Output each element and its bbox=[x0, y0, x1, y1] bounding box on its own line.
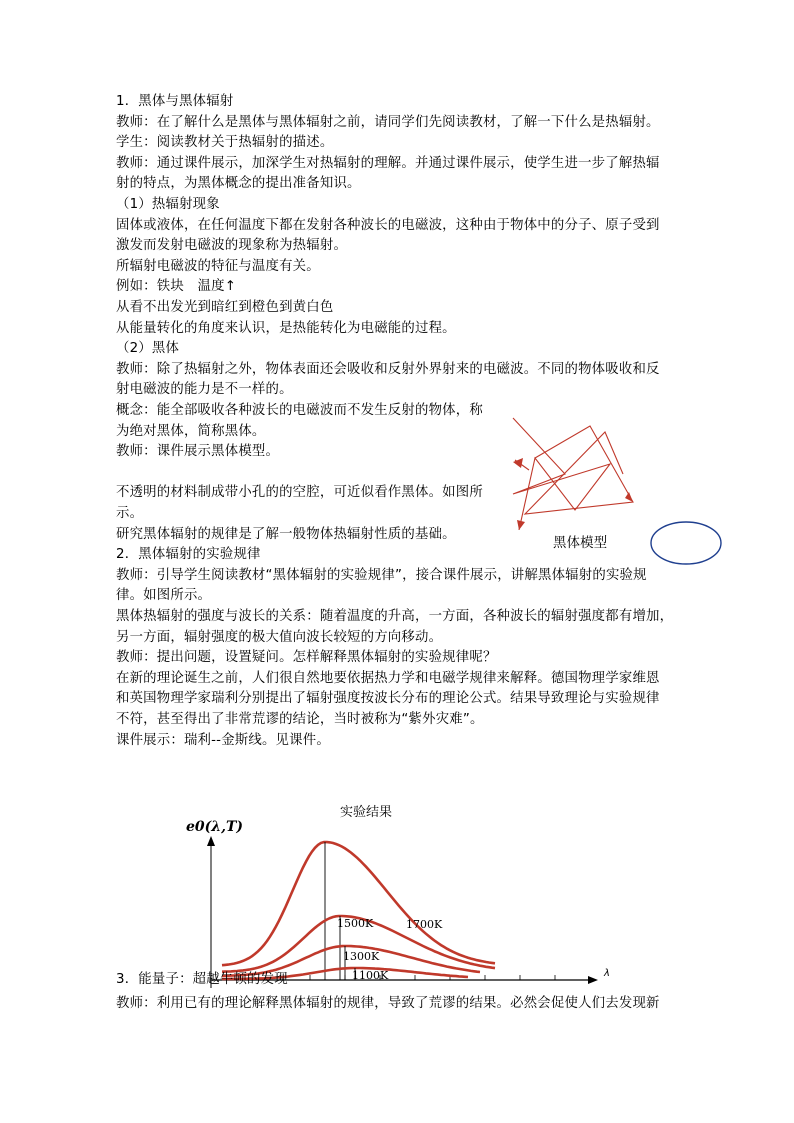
arrow-head-1 bbox=[513, 458, 523, 468]
text-line: 学生：阅读教材关于热辐射的描述。 bbox=[116, 135, 334, 151]
y-axis-label: e0(λ,T) bbox=[186, 819, 244, 835]
text-line: 课件展示：瑞利--金斯线。见课件。 bbox=[116, 732, 330, 748]
reflection-rays bbox=[513, 418, 633, 530]
text-line: 不透明的材料制成带小孔的的空腔，可近似看作黑体。如图所 bbox=[116, 485, 483, 501]
text-line: 教师：在了解什么是黑体与黑体辐射之前，请同学们先阅读教材，了解一下什么是热辐射。 bbox=[116, 114, 660, 130]
arrow-heads bbox=[513, 458, 633, 530]
text-line: 教师：通过课件展示，加深学生对热辐射的理解。并通过课件展示，使学生进一步了解热辐 bbox=[116, 155, 660, 171]
text-line: 从能量转化的角度来认识，是热能转化为电磁能的过程。 bbox=[116, 320, 456, 336]
text-line: 为绝对黑体，简称黑体。 bbox=[116, 423, 266, 439]
text-line: （1）热辐射现象 bbox=[116, 197, 220, 212]
text-line: 研究黑体辐射的规律是了解一般物体热辐射性质的基础。 bbox=[116, 526, 456, 542]
text-line: 射的特点，为黑体概念的提出准备知识。 bbox=[116, 176, 361, 192]
blackbody-caption: 黑体模型 bbox=[553, 536, 608, 551]
ray-path-2 bbox=[525, 426, 633, 514]
text-line: 教师：提出问题，设置疑问。怎样解释黑体辐射的实验规律呢？ bbox=[116, 650, 497, 666]
text-line: 在新的理论诞生之前，人们很自然地要依据热力学和电磁学规律来解释。德国物理学家维恩 bbox=[116, 670, 660, 686]
text-line: 教师：课件展示黑体模型。 bbox=[116, 444, 280, 460]
text-line: （2）黑体 bbox=[116, 341, 180, 357]
text-line: 律。如图所示。 bbox=[116, 588, 212, 604]
text-line: 和英国物理学家瑞利分别提出了辐射强度按波长分布的理论公式。结果导致理论与实验规律 bbox=[116, 691, 660, 707]
text-line: 3．能量子：超越牛顿的发现 bbox=[116, 972, 288, 987]
series-label: 1100K bbox=[352, 969, 389, 982]
text-line: 教师：引导学生阅读教材“黑体辐射的实验规律”，接合课件展示，讲解黑体辐射的实验规 bbox=[116, 567, 647, 583]
text-line: 教师：除了热辐射之外，物体表面还会吸收和反射外界射来的电磁波。不同的物体吸收和反 bbox=[116, 361, 660, 377]
chart-title: 实验结果 bbox=[340, 805, 393, 820]
text-line: 例如：铁块 温度↑ bbox=[116, 279, 237, 295]
blackbody-radiation-chart bbox=[180, 796, 620, 996]
text-line: 1．黑体与黑体辐射 bbox=[116, 94, 234, 109]
y-axis-arrow bbox=[207, 836, 215, 846]
series-label: 1300K bbox=[343, 950, 380, 963]
text-line: 2．黑体辐射的实验规律 bbox=[116, 547, 261, 563]
series-label: 1700K bbox=[406, 918, 443, 931]
text-line: 不符，甚至得出了非常荒谬的结论，当时被称为“紫外灾难”。 bbox=[116, 712, 484, 727]
arrow-head-3 bbox=[517, 520, 525, 530]
text-line: 激发而发射电磁波的现象称为热辐射。 bbox=[116, 238, 348, 254]
series-label: 1500K bbox=[337, 917, 374, 930]
x-axis-arrow bbox=[588, 976, 598, 984]
text-line: 所辐射电磁波的特征与温度有关。 bbox=[116, 258, 320, 274]
text-line: 示。 bbox=[116, 506, 144, 521]
arrow-head-2 bbox=[625, 492, 633, 502]
blackbody-model-figure bbox=[505, 412, 645, 530]
text-line: 黑体热辐射的强度与波长的关系：随着温度的升高，一方面，各种波长的辐射强度都有增加， bbox=[116, 609, 674, 624]
text-line: 射电磁波的能力是不一样的。 bbox=[116, 382, 293, 398]
ellipse-shape bbox=[649, 520, 723, 566]
text-line: 从看不出发光到暗红到橙色到黄白色 bbox=[116, 300, 334, 315]
text-line: 概念：能全部吸收各种波长的电磁波而不发生反射的物体，称 bbox=[116, 403, 483, 418]
text-line: 另一方面，辐射强度的极大值向波长较短的方向移动。 bbox=[116, 629, 443, 645]
text-line: 教师：利用已有的理论解释黑体辐射的规律，导致了荒谬的结果。必然会促使人们去发现新 bbox=[116, 996, 660, 1011]
text-line: 固体或液体，在任何温度下都在发射各种波长的电磁波，这种由于物体中的分子、原子受到 bbox=[116, 217, 660, 233]
x-axis-label: λ bbox=[604, 968, 610, 979]
